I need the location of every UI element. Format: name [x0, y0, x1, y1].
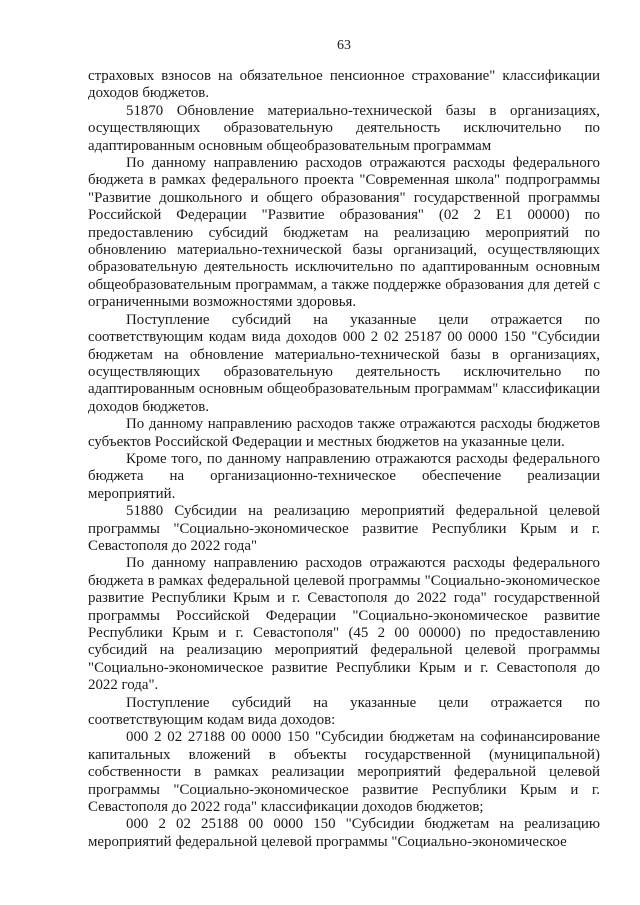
income-code-item: 000 2 02 25188 00 0000 150 "Субсидии бюджетам на реализацию мероприятий федеральной целевой программы "Социально-экономическое [88, 816, 600, 850]
section-heading-51880: 51880 Субсидии на реализацию мероприятий федеральной целевой программы "Социально-экономическое развитие Республики Крым и г. Севастополя до 2022 года" [88, 503, 600, 554]
income-code-item: 000 2 02 27188 00 0000 150 "Субсидии бюджетам на софинансирование капитальных вложений в объекты государственной (муниципальной) собственности в рамках реализации мероприятий федеральной целевой программы "Социально-экономическое развитие Республики Крым и г. Севастополя до 2022 года" классификации доходов бюджетов; [88, 729, 600, 816]
paragraph: Кроме того, по данному направлению отражаются расходы федерального бюджета на организационно-техническое обеспечение реализации мероприятий. [88, 450, 600, 502]
paragraph: Поступление субсидий на указанные цели отражается по соответствующим кодам вида доходов: [88, 694, 600, 729]
paragraph: По данному направлению расходов отражаются расходы федерального бюджета в рамках федеральной целевой программы "Социально-экономическое развитие Республики Крым и г. Севастополя до 2022 года" государственной программы Российской Федерации "Социально-экономическое развитие Республики Крым и г. Севастополя" (45 2 00 00000) по предоставлению субсидий на реализацию мероприятий федеральной целевой программы "Социально-экономическое развитие Республики Крым и г. Севастополя до 2022 года". [88, 555, 600, 694]
paragraph: Поступление субсидий на указанные цели отражается по соответствующим кодам вида доходов 000 2 02 25187 00 0000 150 "Субсидии бюджетам на обновление материально-технической базы в организациях, осуществляющих образовательную деятельность исключительно по адаптированным основным общеобразовательным программам" классификации доходов бюджетов. [88, 311, 600, 415]
page-number: 63 [337, 38, 351, 53]
document-body [88, 68, 600, 851]
paragraph-continuation: страховых взносов на обязательное пенсионное страхование" классификации доходов бюджетов. [88, 68, 600, 102]
paragraph: По данному направлению расходов отражаются расходы федерального бюджета в рамках федерального проекта "Современная школа" подпрограммы "Развитие дошкольного и общего образования" государственной программы Российской Федерации "Развитие образования" (02 2 Е1 00000) по предоставлению субсидий бюджетам на реализацию мероприятий по обновлению материально-технической базы организаций, осуществляющих образовательную деятельность исключительно по адаптированным основным общеобразовательным программам, а также поддержке образования для детей с ограниченными возможностями здоровья. [88, 155, 600, 311]
section-heading-51870: 51870 Обновление материально-технической базы в организациях, осуществляющих образовательную деятельность исключительно по адаптированным основным общеобразовательным программам [88, 102, 600, 154]
paragraph: По данному направлению расходов также отражаются расходы бюджетов субъектов Российской Федерации и местных бюджетов на указанные цели. [88, 416, 600, 450]
